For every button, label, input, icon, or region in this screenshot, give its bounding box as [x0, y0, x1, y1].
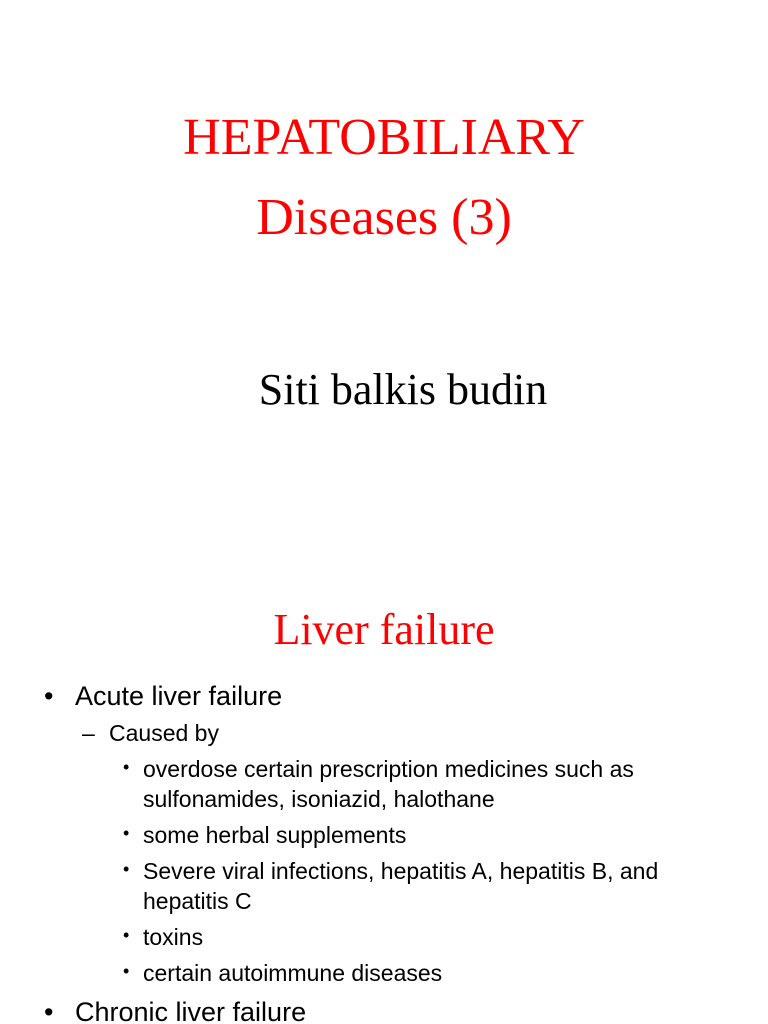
- list-item: [0, 718, 768, 748]
- list-item-text: Chronic liver failure: [75, 997, 307, 1024]
- slide-title-line-1: HEPATOBILIARY: [183, 109, 585, 166]
- list-item: [0, 856, 768, 916]
- list-item-text: Caused by: [109, 720, 219, 746]
- list-item-text: Severe viral infections, hepatitis A, hepatitis B, and hepatitis C: [143, 858, 659, 914]
- bullet-list: [0, 678, 768, 1024]
- list-item: [0, 922, 768, 952]
- bullet-marker: •: [123, 859, 130, 879]
- slide-title-line-2: Diseases (3): [256, 189, 512, 246]
- bullet-marker: •: [123, 757, 130, 777]
- slide-title: Liver failure: [273, 605, 495, 654]
- list-item: [0, 754, 768, 814]
- list-item-text: some herbal supplements: [143, 822, 407, 848]
- dash-marker: –: [82, 720, 95, 746]
- list-item: [0, 678, 768, 714]
- bullet-marker: •: [123, 823, 130, 843]
- liver-failure-slide: [0, 576, 768, 1024]
- list-item: [0, 820, 768, 850]
- slide-title: [0, 98, 768, 258]
- bullet-marker: •: [44, 681, 54, 711]
- list-item-text: overdose certain prescription medicines such as sulfonamides, isoniazid, halothane: [143, 756, 634, 812]
- bullet-marker: •: [44, 997, 54, 1024]
- list-item-text: toxins: [143, 924, 204, 950]
- list-item-text: Acute liver failure: [75, 681, 283, 711]
- author-name: Siti balkis budin: [258, 365, 548, 414]
- list-item: [0, 994, 768, 1024]
- bullet-marker: •: [123, 925, 130, 945]
- list-item-text: certain autoimmune diseases: [143, 960, 443, 986]
- list-item: [0, 958, 768, 988]
- bullet-marker: •: [123, 961, 130, 981]
